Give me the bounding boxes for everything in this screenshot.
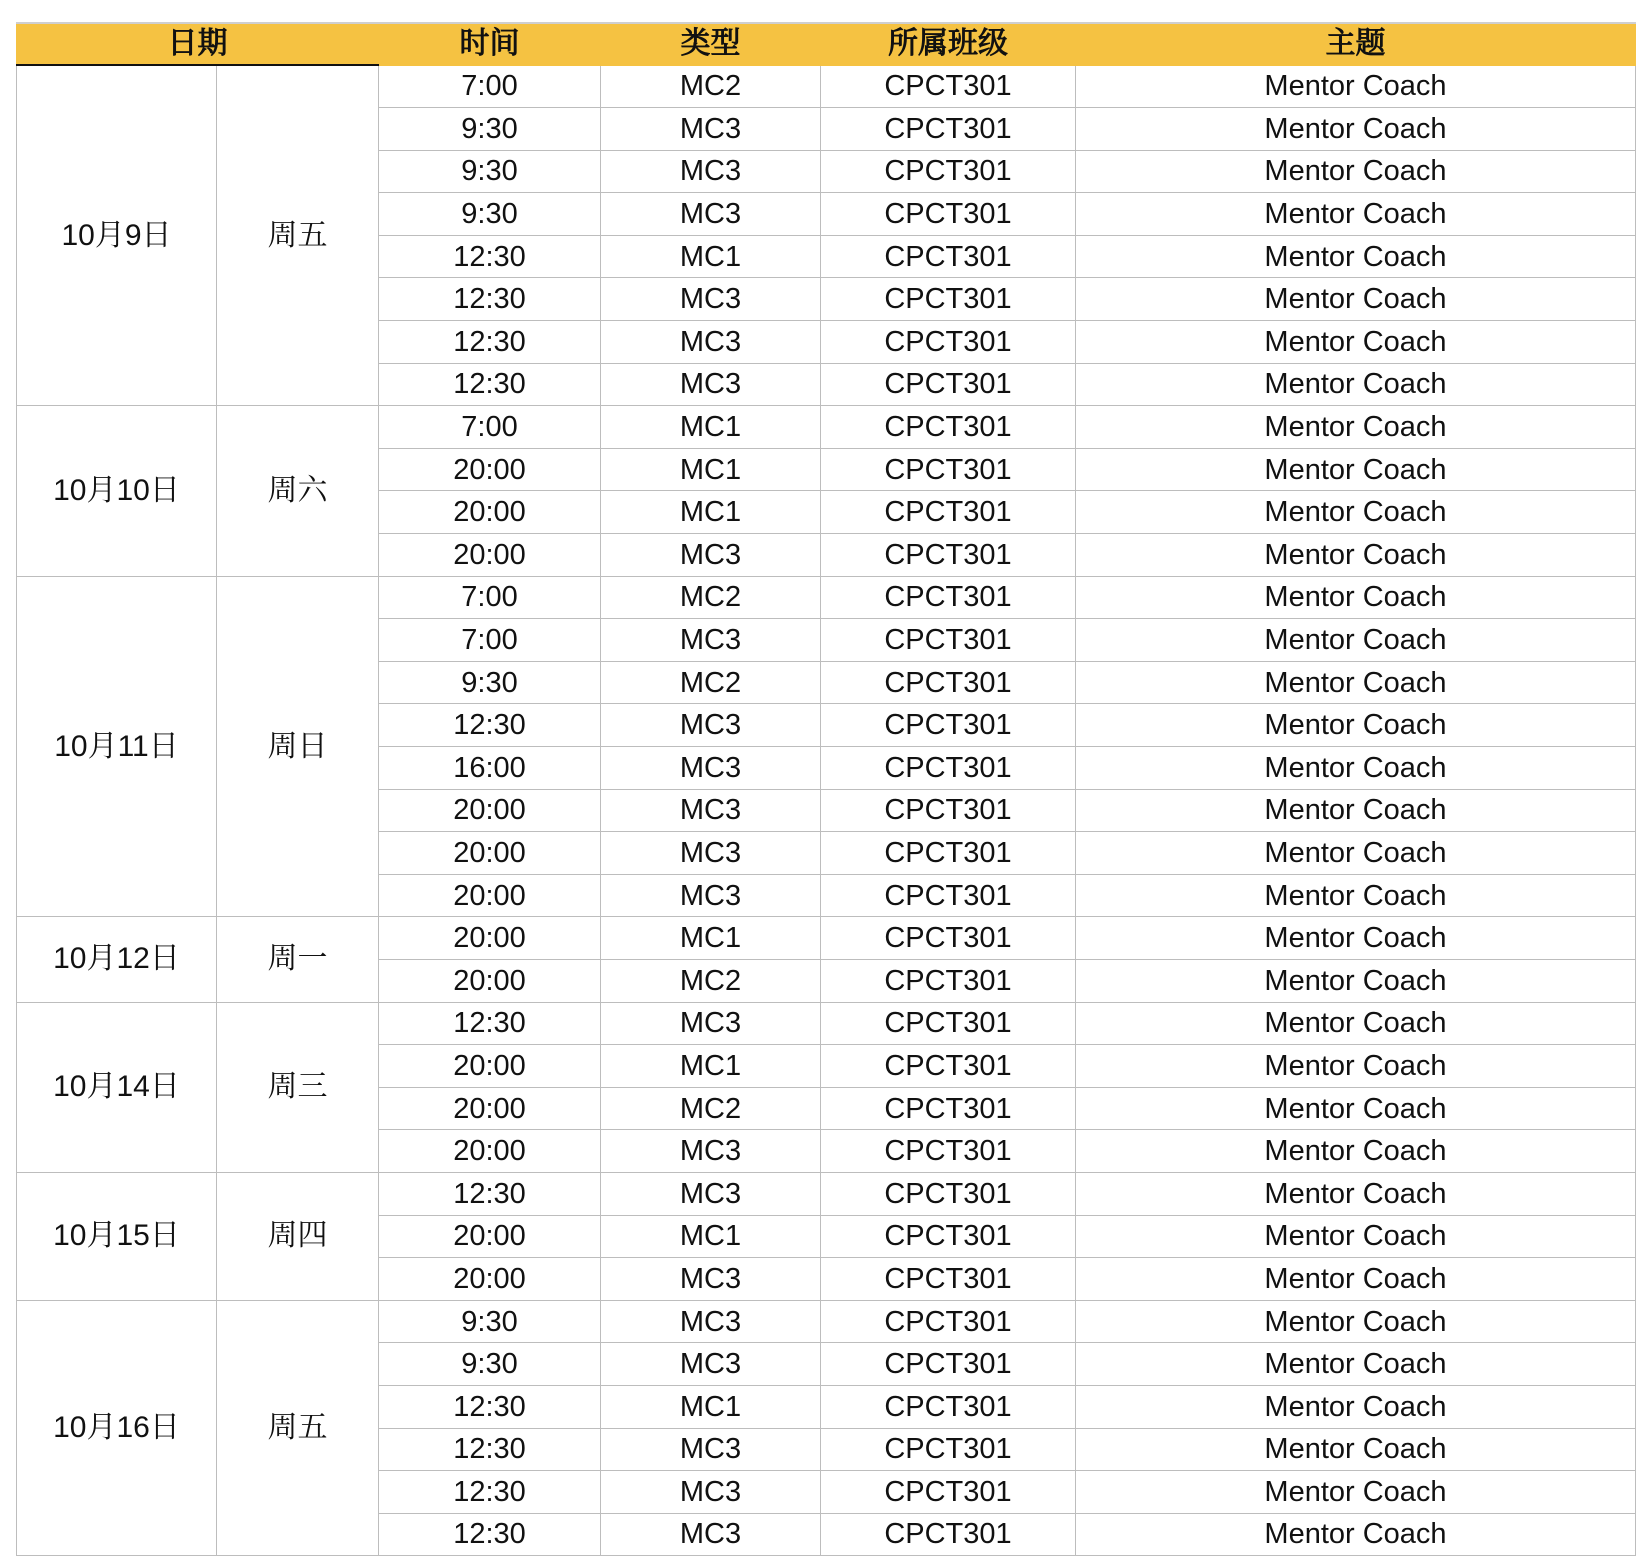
time-cell[interactable]: 12:30 bbox=[379, 1428, 601, 1471]
time-cell[interactable]: 7:00 bbox=[379, 65, 601, 108]
weekday-cell[interactable]: 周四 bbox=[217, 1172, 379, 1300]
topic-cell[interactable]: Mentor Coach bbox=[1076, 491, 1636, 534]
time-cell[interactable]: 12:30 bbox=[379, 1513, 601, 1556]
type-cell[interactable]: MC1 bbox=[601, 1045, 821, 1088]
type-cell[interactable]: MC1 bbox=[601, 1385, 821, 1428]
table-row bbox=[17, 406, 1636, 449]
class-cell[interactable]: CPCT301 bbox=[821, 1385, 1076, 1428]
type-cell[interactable]: MC3 bbox=[601, 1172, 821, 1215]
table-row bbox=[17, 1172, 1636, 1215]
topic-cell[interactable]: Mentor Coach bbox=[1076, 1087, 1636, 1130]
class-cell[interactable]: CPCT301 bbox=[821, 747, 1076, 790]
topic-cell[interactable]: Mentor Coach bbox=[1076, 704, 1636, 747]
class-cell[interactable]: CPCT301 bbox=[821, 448, 1076, 491]
time-cell[interactable]: 20:00 bbox=[379, 1045, 601, 1088]
topic-cell[interactable]: Mentor Coach bbox=[1076, 150, 1636, 193]
time-cell[interactable]: 12:30 bbox=[379, 321, 601, 364]
topic-cell[interactable]: Mentor Coach bbox=[1076, 406, 1636, 449]
type-cell[interactable]: MC3 bbox=[601, 1130, 821, 1173]
class-cell[interactable]: CPCT301 bbox=[821, 321, 1076, 364]
topic-cell[interactable]: Mentor Coach bbox=[1076, 193, 1636, 236]
class-cell[interactable]: CPCT301 bbox=[821, 108, 1076, 151]
date-cell[interactable]: 10月11日 bbox=[17, 576, 217, 917]
table-body bbox=[17, 65, 1636, 1556]
table-row bbox=[17, 65, 1636, 108]
class-cell[interactable]: CPCT301 bbox=[821, 959, 1076, 1002]
class-cell[interactable]: CPCT301 bbox=[821, 1428, 1076, 1471]
topic-cell[interactable]: Mentor Coach bbox=[1076, 1045, 1636, 1088]
time-cell[interactable]: 20:00 bbox=[379, 874, 601, 917]
time-cell[interactable]: 12:30 bbox=[379, 1385, 601, 1428]
weekday-cell[interactable]: 周日 bbox=[217, 576, 379, 917]
topic-cell[interactable]: Mentor Coach bbox=[1076, 1385, 1636, 1428]
type-cell[interactable]: MC3 bbox=[601, 832, 821, 875]
topic-cell[interactable]: Mentor Coach bbox=[1076, 278, 1636, 321]
topic-cell[interactable]: Mentor Coach bbox=[1076, 108, 1636, 151]
type-cell[interactable]: MC2 bbox=[601, 65, 821, 108]
time-cell[interactable]: 20:00 bbox=[379, 959, 601, 1002]
schedule-table bbox=[16, 22, 1636, 1556]
time-cell[interactable]: 12:30 bbox=[379, 363, 601, 406]
type-cell[interactable]: MC3 bbox=[601, 193, 821, 236]
type-cell[interactable]: MC3 bbox=[601, 1471, 821, 1514]
type-cell[interactable]: MC3 bbox=[601, 278, 821, 321]
time-cell[interactable]: 20:00 bbox=[379, 1258, 601, 1301]
weekday-cell[interactable]: 周一 bbox=[217, 917, 379, 1002]
class-cell[interactable]: CPCT301 bbox=[821, 534, 1076, 577]
class-cell[interactable]: CPCT301 bbox=[821, 1300, 1076, 1343]
date-cell[interactable]: 10月14日 bbox=[17, 1002, 217, 1172]
type-cell[interactable]: MC3 bbox=[601, 704, 821, 747]
type-cell[interactable]: MC3 bbox=[601, 321, 821, 364]
time-cell[interactable]: 20:00 bbox=[379, 1130, 601, 1173]
topic-cell[interactable]: Mentor Coach bbox=[1076, 917, 1636, 960]
date-cell[interactable]: 10月16日 bbox=[17, 1300, 217, 1556]
topic-cell[interactable]: Mentor Coach bbox=[1076, 832, 1636, 875]
type-cell[interactable]: MC1 bbox=[601, 1215, 821, 1258]
class-cell[interactable]: CPCT301 bbox=[821, 1172, 1076, 1215]
class-cell[interactable]: CPCT301 bbox=[821, 235, 1076, 278]
header-class[interactable]: 所属班级 bbox=[821, 23, 1076, 65]
time-cell[interactable]: 12:30 bbox=[379, 1172, 601, 1215]
topic-cell[interactable]: Mentor Coach bbox=[1076, 1002, 1636, 1045]
class-cell[interactable]: CPCT301 bbox=[821, 193, 1076, 236]
type-cell[interactable]: MC3 bbox=[601, 789, 821, 832]
weekday-cell[interactable]: 周五 bbox=[217, 65, 379, 406]
topic-cell[interactable]: Mentor Coach bbox=[1076, 747, 1636, 790]
type-cell[interactable]: MC2 bbox=[601, 1087, 821, 1130]
class-cell[interactable]: CPCT301 bbox=[821, 619, 1076, 662]
topic-cell[interactable]: Mentor Coach bbox=[1076, 363, 1636, 406]
table-row bbox=[17, 917, 1636, 960]
time-cell[interactable]: 20:00 bbox=[379, 448, 601, 491]
topic-cell[interactable]: Mentor Coach bbox=[1076, 1428, 1636, 1471]
time-cell[interactable]: 7:00 bbox=[379, 576, 601, 619]
table-header bbox=[17, 23, 1636, 65]
type-cell[interactable]: MC1 bbox=[601, 406, 821, 449]
topic-cell[interactable]: Mentor Coach bbox=[1076, 65, 1636, 108]
type-cell[interactable]: MC3 bbox=[601, 1428, 821, 1471]
class-cell[interactable]: CPCT301 bbox=[821, 1087, 1076, 1130]
date-cell[interactable]: 10月12日 bbox=[17, 917, 217, 1002]
class-cell[interactable]: CPCT301 bbox=[821, 363, 1076, 406]
time-cell[interactable]: 20:00 bbox=[379, 917, 601, 960]
class-cell[interactable]: CPCT301 bbox=[821, 1258, 1076, 1301]
type-cell[interactable]: MC2 bbox=[601, 661, 821, 704]
class-cell[interactable]: CPCT301 bbox=[821, 874, 1076, 917]
time-cell[interactable]: 20:00 bbox=[379, 789, 601, 832]
type-cell[interactable]: MC1 bbox=[601, 235, 821, 278]
class-cell[interactable]: CPCT301 bbox=[821, 278, 1076, 321]
table-row bbox=[17, 1002, 1636, 1045]
schedule-sheet bbox=[16, 22, 1635, 1556]
type-cell[interactable]: MC1 bbox=[601, 448, 821, 491]
time-cell[interactable]: 9:30 bbox=[379, 1343, 601, 1386]
class-cell[interactable]: CPCT301 bbox=[821, 406, 1076, 449]
topic-cell[interactable]: Mentor Coach bbox=[1076, 1172, 1636, 1215]
header-type[interactable]: 类型 bbox=[601, 23, 821, 65]
type-cell[interactable]: MC3 bbox=[601, 1002, 821, 1045]
header-time[interactable]: 时间 bbox=[379, 23, 601, 65]
type-cell[interactable]: MC3 bbox=[601, 1300, 821, 1343]
topic-cell[interactable]: Mentor Coach bbox=[1076, 959, 1636, 1002]
type-cell[interactable]: MC3 bbox=[601, 534, 821, 577]
topic-cell[interactable]: Mentor Coach bbox=[1076, 1513, 1636, 1556]
time-cell[interactable]: 9:30 bbox=[379, 150, 601, 193]
time-cell[interactable]: 12:30 bbox=[379, 235, 601, 278]
class-cell[interactable]: CPCT301 bbox=[821, 704, 1076, 747]
time-cell[interactable]: 9:30 bbox=[379, 193, 601, 236]
table-row bbox=[17, 1300, 1636, 1343]
topic-cell[interactable]: Mentor Coach bbox=[1076, 1300, 1636, 1343]
class-cell[interactable]: CPCT301 bbox=[821, 1343, 1076, 1386]
time-cell[interactable]: 7:00 bbox=[379, 406, 601, 449]
header-row bbox=[17, 23, 1636, 65]
topic-cell[interactable]: Mentor Coach bbox=[1076, 1343, 1636, 1386]
class-cell[interactable]: CPCT301 bbox=[821, 150, 1076, 193]
topic-cell[interactable]: Mentor Coach bbox=[1076, 534, 1636, 577]
class-cell[interactable]: CPCT301 bbox=[821, 832, 1076, 875]
type-cell[interactable]: MC2 bbox=[601, 959, 821, 1002]
time-cell[interactable]: 12:30 bbox=[379, 704, 601, 747]
topic-cell[interactable]: Mentor Coach bbox=[1076, 789, 1636, 832]
topic-cell[interactable]: Mentor Coach bbox=[1076, 1471, 1636, 1514]
type-cell[interactable]: MC3 bbox=[601, 1513, 821, 1556]
type-cell[interactable]: MC3 bbox=[601, 619, 821, 662]
time-cell[interactable]: 9:30 bbox=[379, 661, 601, 704]
time-cell[interactable]: 20:00 bbox=[379, 1087, 601, 1130]
time-cell[interactable]: 20:00 bbox=[379, 491, 601, 534]
time-cell[interactable]: 12:30 bbox=[379, 1471, 601, 1514]
time-cell[interactable]: 20:00 bbox=[379, 534, 601, 577]
type-cell[interactable]: MC1 bbox=[601, 917, 821, 960]
time-cell[interactable]: 20:00 bbox=[379, 1215, 601, 1258]
class-cell[interactable]: CPCT301 bbox=[821, 1002, 1076, 1045]
class-cell[interactable]: CPCT301 bbox=[821, 1130, 1076, 1173]
topic-cell[interactable]: Mentor Coach bbox=[1076, 619, 1636, 662]
table-row bbox=[17, 576, 1636, 619]
topic-cell[interactable]: Mentor Coach bbox=[1076, 1258, 1636, 1301]
time-cell[interactable]: 9:30 bbox=[379, 1300, 601, 1343]
type-cell[interactable]: MC3 bbox=[601, 108, 821, 151]
topic-cell[interactable]: Mentor Coach bbox=[1076, 235, 1636, 278]
class-cell[interactable]: CPCT301 bbox=[821, 576, 1076, 619]
weekday-cell[interactable]: 周六 bbox=[217, 406, 379, 576]
class-cell[interactable]: CPCT301 bbox=[821, 65, 1076, 108]
topic-cell[interactable]: Mentor Coach bbox=[1076, 448, 1636, 491]
date-cell[interactable]: 10月15日 bbox=[17, 1172, 217, 1300]
topic-cell[interactable]: Mentor Coach bbox=[1076, 1130, 1636, 1173]
class-cell[interactable]: CPCT301 bbox=[821, 1215, 1076, 1258]
topic-cell[interactable]: Mentor Coach bbox=[1076, 661, 1636, 704]
time-cell[interactable]: 20:00 bbox=[379, 832, 601, 875]
header-date[interactable]: 日期 bbox=[17, 23, 379, 65]
header-topic[interactable]: 主题 bbox=[1076, 23, 1636, 65]
type-cell[interactable]: MC3 bbox=[601, 150, 821, 193]
class-cell[interactable]: CPCT301 bbox=[821, 661, 1076, 704]
class-cell[interactable]: CPCT301 bbox=[821, 917, 1076, 960]
type-cell[interactable]: MC3 bbox=[601, 874, 821, 917]
weekday-cell[interactable]: 周五 bbox=[217, 1300, 379, 1556]
time-cell[interactable]: 16:00 bbox=[379, 747, 601, 790]
class-cell[interactable]: CPCT301 bbox=[821, 491, 1076, 534]
date-cell[interactable]: 10月10日 bbox=[17, 406, 217, 576]
type-cell[interactable]: MC3 bbox=[601, 1258, 821, 1301]
weekday-cell[interactable]: 周三 bbox=[217, 1002, 379, 1172]
time-cell[interactable]: 7:00 bbox=[379, 619, 601, 662]
class-cell[interactable]: CPCT301 bbox=[821, 1045, 1076, 1088]
time-cell[interactable]: 12:30 bbox=[379, 278, 601, 321]
type-cell[interactable]: MC1 bbox=[601, 491, 821, 534]
class-cell[interactable]: CPCT301 bbox=[821, 1513, 1076, 1556]
time-cell[interactable]: 12:30 bbox=[379, 1002, 601, 1045]
topic-cell[interactable]: Mentor Coach bbox=[1076, 1215, 1636, 1258]
type-cell[interactable]: MC3 bbox=[601, 363, 821, 406]
date-cell[interactable]: 10月9日 bbox=[17, 65, 217, 406]
class-cell[interactable]: CPCT301 bbox=[821, 789, 1076, 832]
type-cell[interactable]: MC3 bbox=[601, 1343, 821, 1386]
topic-cell[interactable]: Mentor Coach bbox=[1076, 874, 1636, 917]
type-cell[interactable]: MC2 bbox=[601, 576, 821, 619]
topic-cell[interactable]: Mentor Coach bbox=[1076, 321, 1636, 364]
topic-cell[interactable]: Mentor Coach bbox=[1076, 576, 1636, 619]
time-cell[interactable]: 9:30 bbox=[379, 108, 601, 151]
type-cell[interactable]: MC3 bbox=[601, 747, 821, 790]
class-cell[interactable]: CPCT301 bbox=[821, 1471, 1076, 1514]
